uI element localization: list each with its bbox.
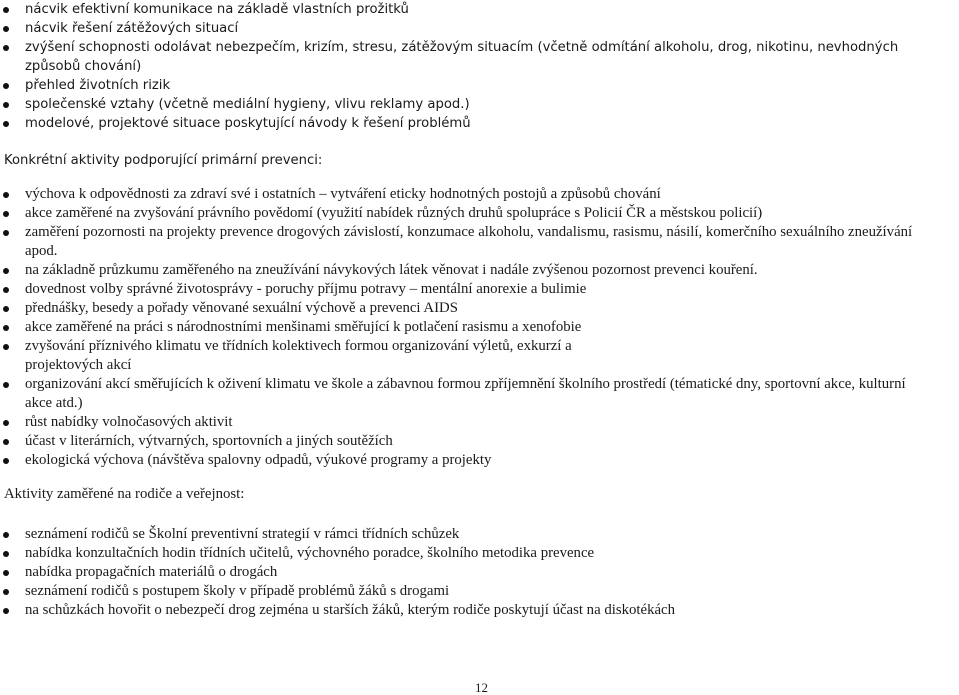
bullet-icon <box>3 325 9 331</box>
bullet-icon <box>3 121 9 127</box>
list-item <box>0 0 959 19</box>
list-item-text: organizování akcí směřujících k oživení klimatu ve škole a zábavnou formou zpříjemnění školního prostředí (tématické dny, sportovní akce, kulturní akce atd.) <box>25 376 906 411</box>
list-item-text: zvyšování příznivého klimatu ve třídních kolektivech formou organizování výletů, exkurzí a projektových akcí <box>25 338 572 373</box>
bullet-icon <box>3 102 9 108</box>
list-item <box>0 76 959 95</box>
bullet-icon <box>3 551 9 557</box>
list-item-text: nácvik řešení zátěžových situací <box>25 21 239 36</box>
bullet-icon <box>3 83 9 89</box>
list-item <box>0 544 959 563</box>
list-item <box>0 525 959 544</box>
list-item <box>0 582 959 601</box>
list-item <box>0 223 959 261</box>
list-item-text: modelové, projektové situace poskytující návody k řešení problémů <box>25 116 471 131</box>
list-item-text: akce zaměřené na zvyšování právního povědomí (využití nabídek různých druhů spolupráce s Policií ČR a městskou policií) <box>25 205 763 221</box>
list-item <box>0 337 959 375</box>
list-item <box>0 451 959 470</box>
activities-list <box>0 185 959 470</box>
section-heading-parents: Aktivity zaměřené na rodiče a veřejnost: <box>4 486 245 502</box>
list-item-text: růst nabídky volnočasových aktivit <box>25 414 233 430</box>
bullet-icon <box>3 287 9 293</box>
skills-list <box>0 0 959 133</box>
list-item-text: přehled životních rizik <box>25 78 171 93</box>
bullet-icon <box>3 192 9 198</box>
list-item <box>0 19 959 38</box>
list-item-text: výchova k odpovědnosti za zdraví své i ostatních – vytváření eticky hodnotných postojů a způsobů chování <box>25 186 661 202</box>
list-item-text: na základně průzkumu zaměřeného na zneužívání návykových látek věnovat i nadále zvýšenou pozornost prevenci kouření. <box>25 262 758 278</box>
list-item <box>0 375 959 413</box>
list-item-text: dovednost volby správné životosprávy - poruchy příjmu potravy – mentální anorexie a bulimie <box>25 281 587 297</box>
list-item <box>0 185 959 204</box>
bullet-icon <box>3 26 9 32</box>
page-number: 12 <box>475 680 488 695</box>
list-item-text: seznámení rodičů s postupem školy v případě problémů žáků s drogami <box>25 583 450 599</box>
bullet-icon <box>3 344 9 350</box>
list-item-text: na schůzkách hovořit o nebezpečí drog zejména u starších žáků, kterým rodiče poskytují účast na diskotékách <box>25 602 676 618</box>
list-item <box>0 261 959 280</box>
parents-activities-list <box>0 525 959 620</box>
bullet-icon <box>3 420 9 426</box>
list-item <box>0 204 959 223</box>
bullet-icon <box>3 532 9 538</box>
list-item <box>0 114 959 133</box>
list-item <box>0 601 959 620</box>
list-item-text: účast v literárních, výtvarných, sportovních a jiných soutěžích <box>25 433 393 449</box>
list-item-text: zaměření pozornosti na projekty prevence drogových závislostí, konzumace alkoholu, vandalismu, rasismu, násilí, komerčního sexuálního zneužívání apod. <box>25 224 913 259</box>
bullet-icon <box>3 230 9 236</box>
list-item <box>0 38 959 76</box>
bullet-icon <box>3 608 9 614</box>
bullet-icon <box>3 211 9 217</box>
list-item-text: ekologická výchova (návštěva spalovny odpadů, výukové programy a projekty <box>25 452 492 468</box>
list-item-text: akce zaměřené na práci s národnostními menšinami směřující k potlačení rasismu a xenofobie <box>25 319 582 335</box>
list-item <box>0 563 959 582</box>
list-item-text: seznámení rodičů se Školní preventivní strategií v rámci třídních schůzek <box>25 526 460 542</box>
list-item-text: přednášky, besedy a pořady věnované sexuální výchově a prevenci AIDS <box>25 300 458 316</box>
bullet-icon <box>3 589 9 595</box>
bullet-icon <box>3 570 9 576</box>
list-item-text: nabídka konzultačních hodin třídních učitelů, výchovného poradce, školního metodika prevence <box>25 545 595 561</box>
bullet-icon <box>3 268 9 274</box>
bullet-icon <box>3 439 9 445</box>
bullet-icon <box>3 382 9 388</box>
list-item <box>0 432 959 451</box>
list-item <box>0 280 959 299</box>
bullet-icon <box>3 306 9 312</box>
list-item <box>0 413 959 432</box>
list-item <box>0 95 959 114</box>
list-item-text: společenské vztahy (včetně mediální hygieny, vlivu reklamy apod.) <box>25 97 470 112</box>
bullet-icon <box>3 458 9 464</box>
list-item-text: zvýšení schopnosti odolávat nebezpečím, krizím, stresu, zátěžovým situacím (včetně odmítání alkoholu, drog, nikotinu, nevhodných způsobů chování) <box>25 40 899 74</box>
list-item-text: nabídka propagačních materiálů o drogách <box>25 564 278 580</box>
bullet-icon <box>3 45 9 51</box>
list-item <box>0 318 959 337</box>
section-heading-primary-prevention: Konkrétní aktivity podporující primární prevenci: <box>4 153 323 168</box>
list-item <box>0 299 959 318</box>
bullet-icon <box>3 7 9 13</box>
list-item-text: nácvik efektivní komunikace na základě vlastních prožitků <box>25 2 409 17</box>
